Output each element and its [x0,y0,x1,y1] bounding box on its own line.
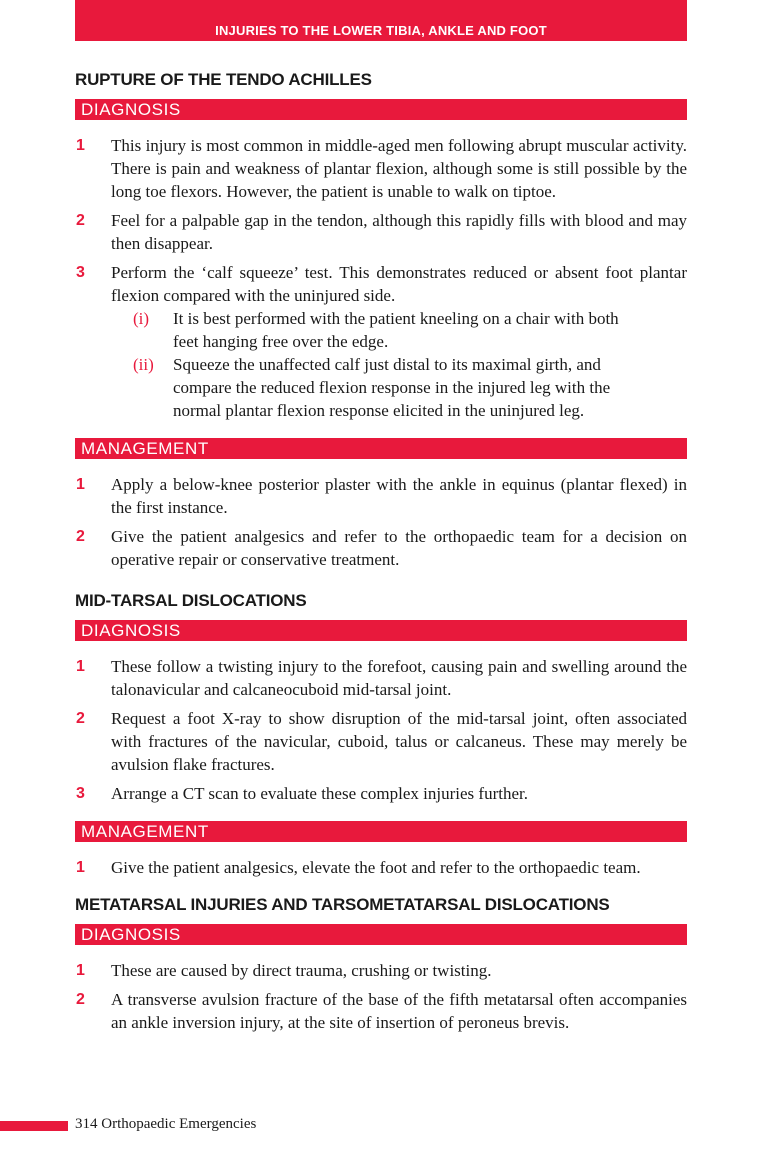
sub-item-text: Squeeze the unaffected calf just distal to its maximal girth, and compare the reduced flexion response in the injured leg with the normal plantar flexion response elicited in the uninjured leg. [173,355,611,420]
item-text: Apply a below-knee posterior plaster with the ankle in equinus (plantar flexed) in the first instance. [111,475,687,517]
list-item [75,209,687,255]
sub-list-item [111,353,633,422]
sub-item-label: (i) [133,309,150,328]
item-text: Request a foot X-ray to show disruption of the mid-tarsal joint, often associated with fractures of the navicular, cuboid, talus or calcaneus. These may merely be avulsion flake fractures. [111,709,687,774]
page-body [75,70,687,1040]
list-item [75,707,687,776]
sub-item-label: (ii) [133,355,154,374]
footer-accent-bar [0,1121,68,1131]
item-number: 1 [76,658,85,675]
numbered-list [75,655,687,805]
page-number: 314 [75,1116,98,1132]
item-text: These follow a twisting injury to the forefoot, causing pain and swelling around the talonavicular and calcaneocuboid mid-tarsal joint. [111,657,687,699]
running-header [75,0,687,41]
item-text: This injury is most common in middle-aged men following abrupt muscular activity. There is pain and weakness of plantar flexion, although some is still possible by the long toe flexors. However, the patient is unable to walk on tiptoe. [111,136,687,201]
list-item [75,988,687,1034]
sub-list [111,307,687,422]
numbered-list [75,473,687,571]
numbered-list [75,134,687,422]
list-item [75,261,687,422]
list-item [75,782,687,805]
subheading-bar: MANAGEMENT [75,821,687,842]
section-title: METATARSAL INJURIES AND TARSOMETATARSAL DISLOCATIONS [75,895,610,914]
item-number: 3 [76,785,85,802]
running-header-title: INJURIES TO THE LOWER TIBIA, ANKLE AND FOOT [215,23,547,38]
section-title: RUPTURE OF THE TENDO ACHILLES [75,70,372,89]
numbered-list [75,959,687,1034]
item-number: 2 [76,212,85,229]
item-number: 2 [76,991,85,1008]
subheading-bar: DIAGNOSIS [75,620,687,641]
item-number: 1 [76,962,85,979]
item-text: Give the patient analgesics, elevate the foot and refer to the orthopaedic team. [111,858,641,877]
list-item [75,959,687,982]
page-footer [75,1116,256,1133]
list-item [75,525,687,571]
subheading-bar: DIAGNOSIS [75,924,687,945]
sub-item-text: It is best performed with the patient kneeling on a chair with both feet hanging free over the edge. [173,309,619,351]
item-text: Perform the ‘calf squeeze’ test. This demonstrates reduced or absent foot plantar flexion compared with the uninjured side. [111,263,687,305]
item-text: Give the patient analgesics and refer to the orthopaedic team for a decision on operative repair or conservative treatment. [111,527,687,569]
item-number: 1 [76,476,85,493]
item-number: 1 [76,137,85,154]
section-title: MID-TARSAL DISLOCATIONS [75,591,307,610]
item-number: 1 [76,859,85,876]
numbered-list [75,856,687,879]
subheading-bar: DIAGNOSIS [75,99,687,120]
list-item [75,655,687,701]
item-text: These are caused by direct trauma, crushing or twisting. [111,961,492,980]
item-text: Feel for a palpable gap in the tendon, although this rapidly fills with blood and may then disappear. [111,211,687,253]
subheading-bar: MANAGEMENT [75,438,687,459]
book-title: Orthopaedic Emergencies [101,1116,257,1132]
item-text: Arrange a CT scan to evaluate these complex injuries further. [111,784,528,803]
list-item [75,856,687,879]
item-number: 2 [76,528,85,545]
item-text: A transverse avulsion fracture of the base of the fifth metatarsal often accompanies an ankle inversion injury, at the site of insertion of peroneus brevis. [111,990,687,1032]
item-number: 2 [76,710,85,727]
item-number: 3 [76,264,85,281]
list-item [75,473,687,519]
list-item [75,134,687,203]
sub-list-item [111,307,633,353]
